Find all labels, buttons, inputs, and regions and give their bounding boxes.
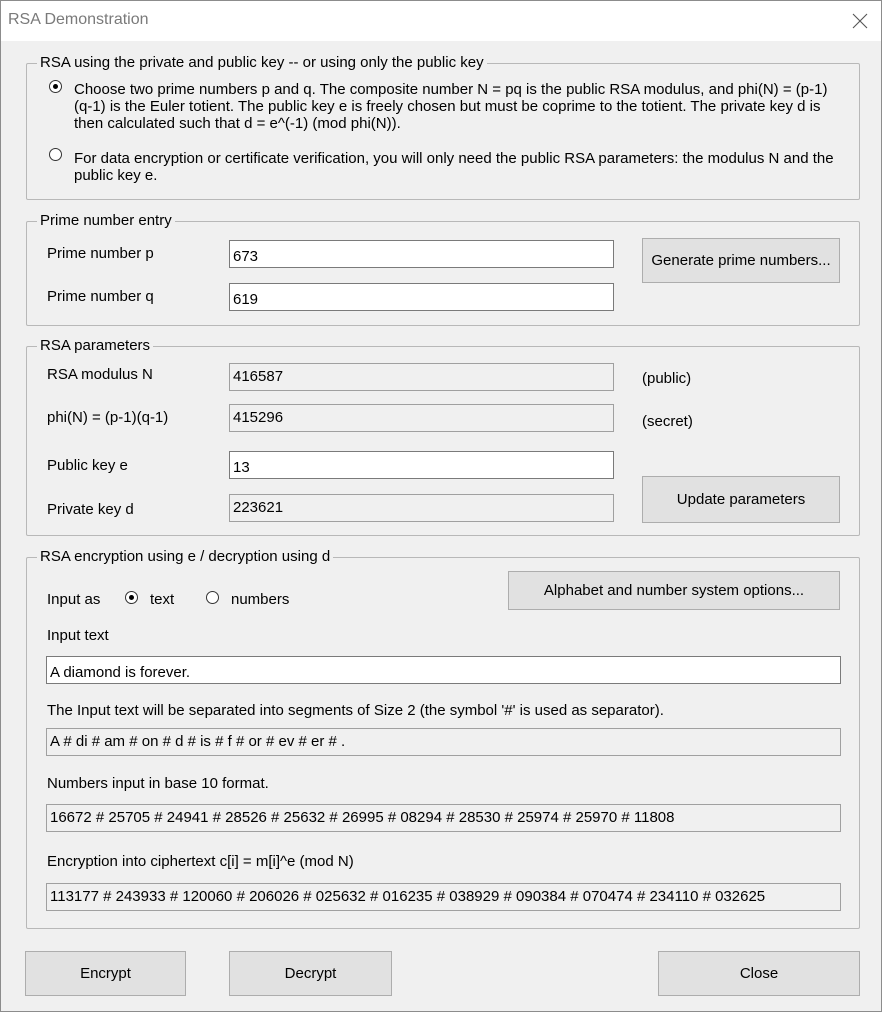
- phi-tag: (secret): [642, 413, 693, 430]
- prime-q-label: Prime number q: [47, 288, 154, 305]
- radio-input-numbers-label[interactable]: numbers: [231, 591, 290, 608]
- rsa-parameters-legend: RSA parameters: [37, 337, 153, 355]
- input-text-field[interactable]: [46, 656, 841, 684]
- close-icon: [852, 13, 868, 29]
- encrypt-button[interactable]: Encrypt: [25, 951, 186, 996]
- option-private-public-text: Choose two prime numbers p and q. The composite number N = pq is the public RSA modulus, and phi(N) = (p-1)(q-1) is the Euler totient. The public key e is freely chosen but must be coprime to the totient. The private key d is then calculated such that d = e^(-1) (mod phi(N)).: [74, 81, 828, 132]
- generate-primes-button[interactable]: Generate prime numbers...: [642, 238, 840, 283]
- input-as-label: Input as: [47, 591, 101, 608]
- prime-entry-legend: Prime number entry: [37, 212, 175, 230]
- public-key-e-label: Public key e: [47, 457, 128, 474]
- window-close-button[interactable]: [839, 1, 881, 41]
- cipher-value: 113177 # 243933 # 120060 # 206026 # 025632 # 016235 # 038929 # 090384 # 070474 # 234110 # 032625: [46, 883, 841, 911]
- update-parameters-button[interactable]: Update parameters: [642, 476, 840, 523]
- radio-input-text[interactable]: [125, 591, 138, 604]
- option-public-only-text: For data encryption or certificate verification, you will only need the public RSA parameters: the modulus N and the public key e.: [74, 150, 834, 184]
- input-text-label: Input text: [47, 627, 109, 644]
- radio-input-text-label[interactable]: text: [150, 591, 175, 608]
- title-bar: [1, 1, 881, 41]
- numbers-value: 16672 # 25705 # 24941 # 28526 # 25632 # 26995 # 08294 # 28530 # 25974 # 25970 # 11808: [46, 804, 841, 832]
- modulus-n-value: 416587: [229, 363, 614, 391]
- prime-q-input[interactable]: [229, 283, 614, 311]
- radio-private-public[interactable]: [49, 80, 62, 93]
- public-key-e-input[interactable]: [229, 451, 614, 479]
- segments-value: A # di # am # on # d # is # f # or # ev # er # .: [46, 728, 841, 756]
- prime-p-label: Prime number p: [47, 245, 154, 262]
- close-button[interactable]: Close: [658, 951, 860, 996]
- alphabet-options-button[interactable]: Alphabet and number system options...: [508, 571, 840, 610]
- decrypt-button[interactable]: Decrypt: [229, 951, 392, 996]
- numbers-label: Numbers input in base 10 format.: [47, 775, 269, 792]
- phi-label: phi(N) = (p-1)(q-1): [47, 409, 169, 426]
- radio-input-numbers[interactable]: [206, 591, 219, 604]
- cipher-label: Encryption into ciphertext c[i] = m[i]^e (mod N): [47, 853, 354, 870]
- modulus-n-label: RSA modulus N: [47, 366, 153, 383]
- radio-public-only[interactable]: [49, 148, 62, 161]
- phi-value: 415296: [229, 404, 614, 432]
- modulus-n-tag: (public): [642, 370, 692, 387]
- segments-label: The Input text will be separated into segments of Size 2 (the symbol '#' is used as separator).: [47, 702, 664, 719]
- private-key-d-label: Private key d: [47, 501, 134, 518]
- window-title: RSA Demonstration: [8, 11, 149, 28]
- mode-group-legend: RSA using the private and public key -- or using only the public key: [37, 54, 487, 72]
- prime-p-input[interactable]: [229, 240, 614, 268]
- encryption-legend: RSA encryption using e / decryption using d: [37, 548, 333, 566]
- private-key-d-value: 223621: [229, 494, 614, 522]
